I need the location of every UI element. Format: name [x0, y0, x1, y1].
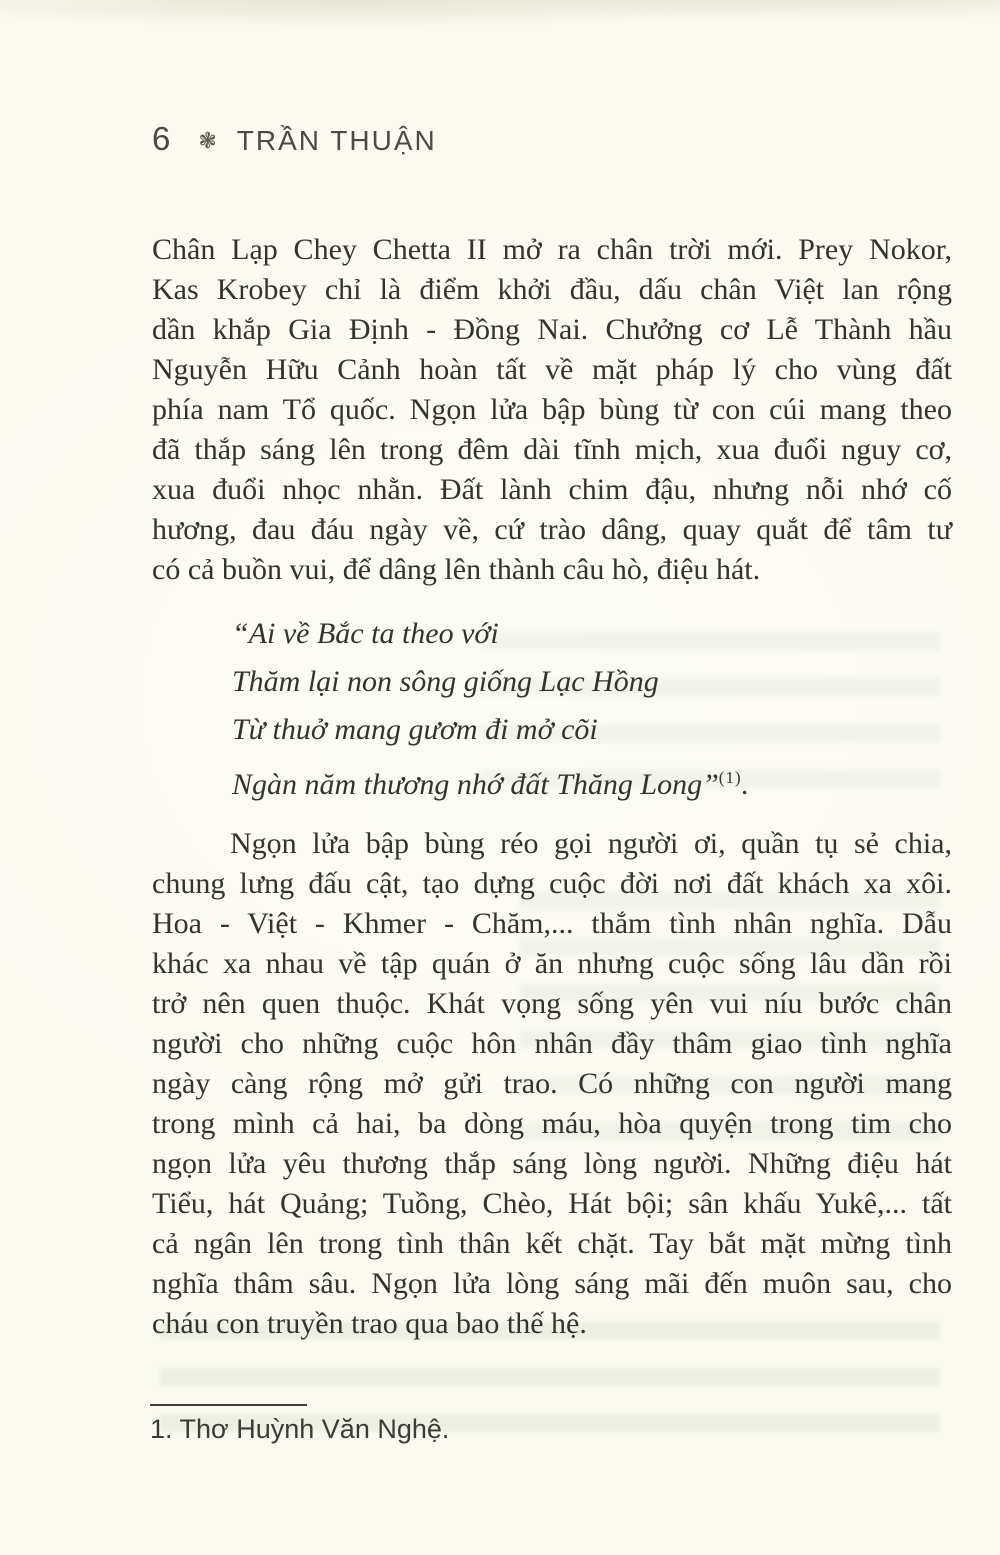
text-line: ngọn lửa yêu thương thắp sáng lòng người. Những điệu hát — [152, 1147, 952, 1180]
footnote-reference: (1) — [718, 768, 742, 787]
text-line: người cho những cuộc hôn nhân đầy thâm giao tình nghĩa — [152, 1027, 952, 1060]
text-line: cả ngân lên trong tình thân kết chặt. Tay bắt mặt mừng tình — [152, 1227, 952, 1260]
poem-last-line — [232, 754, 749, 809]
text-line: Tiểu, hát Quảng; Tuồng, Chèo, Hát bội; sân khấu Yukê,... tất — [152, 1187, 952, 1220]
text-line: ngày càng rộng mở gửi trao. Có những con người mang — [152, 1067, 952, 1100]
poem-last-line-text: Ngàn năm thương nhớ đất Thăng Long” — [232, 768, 719, 801]
poem-block — [232, 610, 749, 809]
text-line: trở nên quen thuộc. Khát vọng sống yên vui níu bước chân — [152, 987, 952, 1020]
text-line: Chân Lạp Chey Chetta II mở ra chân trời mới. Prey Nokor, — [152, 233, 952, 266]
text-line: phía nam Tổ quốc. Ngọn lửa bập bùng từ con cúi mang theo — [152, 393, 952, 426]
text-line: dần khắp Gia Định - Đồng Nai. Chưởng cơ Lễ Thành hầu — [152, 313, 952, 346]
text-line: Nguyễn Hữu Cảnh hoàn tất về mặt pháp lý cho vùng đất — [152, 353, 952, 386]
text-line: xua đuổi nhọc nhằn. Đất lành chim đậu, nhưng nỗi nhớ cố — [152, 473, 952, 506]
text-line: Hoa - Việt - Khmer - Chăm,... thắm tình nhân nghĩa. Dẫu — [152, 907, 952, 940]
poem-line: Từ thuở mang gươm đi mở cõi — [232, 713, 598, 746]
footnote-text: 1. Thơ Huỳnh Văn Nghệ. — [150, 1414, 450, 1444]
text-line: chung lưng đấu cật, tạo dựng cuộc đời nơi đất khách xa xôi. — [152, 867, 952, 900]
running-head — [152, 120, 437, 158]
text-line: Kas Krobey chỉ là điểm khởi đầu, dấu chân Việt lan rộng — [152, 273, 952, 306]
paragraph-1 — [152, 230, 952, 590]
flower-asterisk-icon: ❃ — [198, 128, 217, 153]
page-number: 6 — [152, 120, 171, 157]
running-head-author: TRẦN THUẬN — [236, 125, 437, 156]
text-line: trong mình cả hai, ba dòng máu, hòa quyện trong tim cho — [152, 1107, 952, 1140]
poem-line: “Ai về Bắc ta theo với — [232, 617, 499, 650]
poem-lines — [232, 610, 749, 754]
text-line: Ngọn lửa bập bùng réo gọi người ơi, quần tụ sẻ chia, — [230, 827, 952, 860]
text-line: có cả buồn vui, để dâng lên thành câu hò, điệu hát. — [152, 553, 761, 586]
paragraph-2 — [152, 824, 952, 1344]
text-line: hương, đau đáu ngày về, cứ trào dâng, quay quắt để tâm tư — [152, 513, 952, 546]
poem-last-line-period: . — [741, 768, 750, 801]
text-line: cháu con truyền trao qua bao thế hệ. — [152, 1307, 587, 1340]
text-line: đã thắp sáng lên trong đêm dài tĩnh mịch, xua đuổi nguy cơ, — [152, 433, 952, 466]
poem-line: Thăm lại non sông giống Lạc Hồng — [232, 665, 659, 698]
text-line: nghĩa thâm sâu. Ngọn lửa lòng sáng mãi đến muôn sau, cho — [152, 1267, 952, 1300]
text-line: khác xa nhau về tập quán ở ăn nhưng cuộc sống lâu dần rồi — [152, 947, 952, 980]
footnote-divider — [150, 1404, 307, 1406]
